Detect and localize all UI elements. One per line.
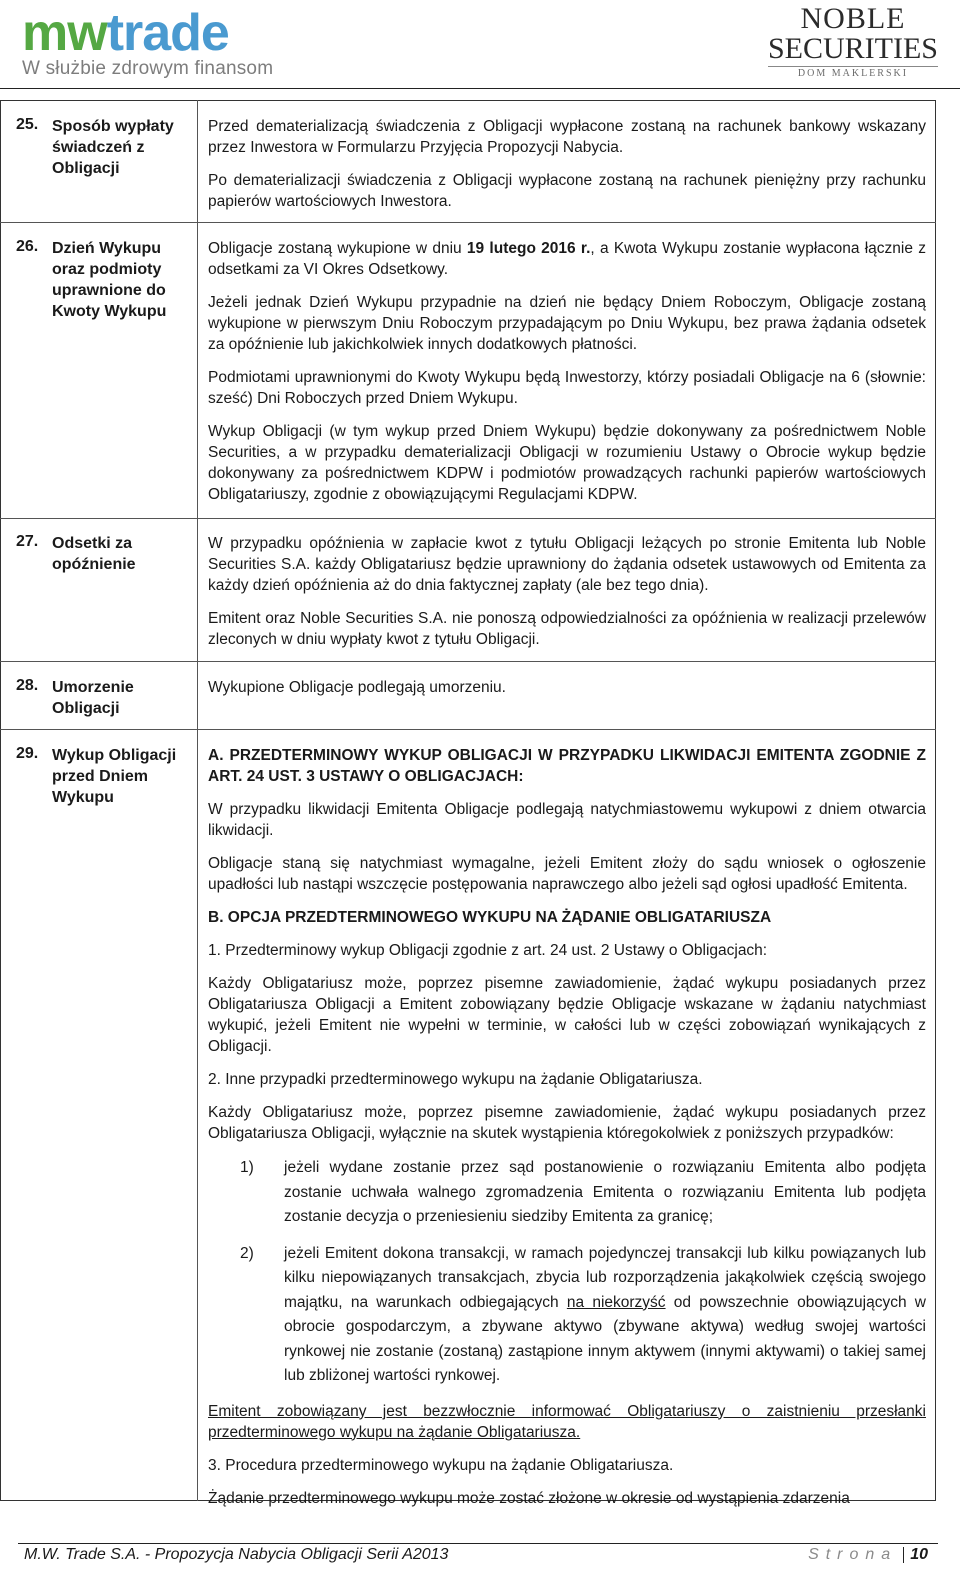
page-label: Strona (808, 1546, 898, 1563)
row-number: 25. (16, 116, 39, 133)
row-divider (0, 518, 936, 519)
row-label: Sposób wypłaty świadczeń z Obligacji (52, 118, 174, 177)
paragraph: Podmiotami uprawnionymi do Kwoty Wykupu będą Inwestorzy, którzy posiadali Obligacje na 6 (słownie: sześć) Dni Roboczych przed Dniem Wykupu. (208, 369, 926, 407)
paragraph: Po dematerializacji świadczenia z Obligacji wypłacone zostaną na rachunek pieniężny przy rachunku papierów wartościowych Inwestora. (208, 172, 926, 210)
row-label: Umorzenie Obligacji (52, 679, 134, 717)
redemption-date: 19 lutego 2016 r. (466, 240, 591, 257)
paragraph: W przypadku opóźnienia w zapłacie kwot z tytułu Obligacji leżących po stronie Emitenta lub Noble Securities S.A. każdy Obligatariusz będzie uprawniony do żądania odsetek ustawowych od Emitenta za każdy dzień opóźnienia aż do dnia faktycznej zapłaty (ale bez tego dnia). (208, 535, 926, 594)
text-run: , a Kwota Wykupu zostanie wypłacona łącznie z odsetkami za VI Okres Odsetkowy. (208, 240, 926, 278)
list-marker: 2) (240, 1244, 254, 1262)
row-number: 27. (16, 533, 39, 550)
row-divider (0, 729, 936, 730)
row-number: 29. (16, 745, 39, 762)
page-header (0, 0, 960, 96)
list-item (208, 1242, 926, 1389)
row-number: 26. (16, 238, 39, 255)
paragraph: Wykupione Obligacje podlegają umorzeniu. (208, 679, 506, 696)
row-label: Wykup Obligacji przed Dniem Wykupu (52, 747, 177, 806)
footer-document-title: M.W. Trade S.A. - Propozycja Nabycia Obligacji Serii A2013 (24, 1546, 449, 1563)
list-text: jeżeli wydane zostanie przez sąd postanowienie o rozwiązaniu Emitenta albo podjęta zostanie uchwała walnego zgromadzenia Emitenta o rozwiązaniu Emitenta lub podjęta zostanie decyzja o przeniesieniu siedziby Emitenta za granicę; (284, 1159, 926, 1225)
footer-page-indicator (808, 1546, 928, 1564)
paragraph: Żądanie przedterminowego wykupu może zostać złożone w okresie od wystąpienia zdarzenia (208, 1489, 850, 1507)
header-divider (0, 88, 960, 89)
underlined-text: na niekorzyść (566, 1293, 666, 1311)
subsection-title: 3. Procedura przedterminowego wykupu na żądanie Obligatariusza. (208, 1456, 674, 1474)
section-heading: B. OPCJA PRZEDTERMINOWEGO WYKUPU NA ŻĄDANIE OBLIGATARIUSZA (208, 909, 772, 926)
mwtrade-logo-word-b: trade (106, 4, 229, 62)
row-content (208, 745, 926, 1521)
noble-logo-line1: NOBLE (800, 2, 906, 35)
noble-logo-line3: DOM MAKLERSKI (768, 66, 938, 79)
paragraph: Każdy Obligatariusz może, poprzez pisemne zawiadomienie, żądać wykupu posiadanych przez Obligatariusza Obligacji, wyłącznie na skutek wystąpienia któregokolwiek z poniższych przypadków: (208, 1104, 926, 1142)
text-run: Obligacje zostaną wykupione w dniu (208, 240, 467, 257)
noble-securities-logo (768, 4, 938, 79)
row-content (208, 116, 926, 224)
list-marker: 1) (240, 1159, 254, 1176)
list-text (284, 1242, 926, 1389)
text-run: od powszechnie obowiązujących w obrocie gospodarczym, a zbywane aktywo (zbywane aktywa) według swojej wartości rynkowej nie zostanie (zostaną) zastąpione innym aktywem (innymi aktywami) o takiej samej lub zbliżonej wartości rynkowej. (284, 1293, 926, 1384)
paragraph: Wykup Obligacji (w tym wykup przed Dniem Wykupu) będzie dokonywany za pośrednictwem Noble Securities, a w przypadku dematerializacji Obligacji w rozumieniu Ustawy o Obrocie wykup będzie dokonywany za pośrednictwem KDPW i podmiotów prowadzących rachunki papierów wartościowych Obligatariuszy, zgodnie z obowiązującymi Regulacjami KDPW. (208, 423, 926, 503)
list-item (208, 1156, 926, 1230)
paragraph: W przypadku likwidacji Emitenta Obligacje podlegają natychmiastowemu wykupowi z dniem otwarcia likwidacji. (208, 801, 926, 839)
paragraph: Obligacje staną się natychmiast wymagalne, jeżeli Emitent złoży do sądu wniosek o ogłoszenie upadłości lub nastąpi wszczęcie postępowania naprawczego albo jeżeli sąd ogłosi upadłość Emitenta. (208, 855, 926, 893)
row-label: Odsetki za opóźnienie (52, 535, 136, 573)
text-run: jeżeli Emitent dokona transakcji, w ramach pojedynczej transakcji lub kilku powiązanych lub kilku niepowiązanych transakcjach, zbycia lub rozporządzenia jakąkolwiek częścią swojego majątku, na warunkach odbiegających (284, 1244, 926, 1311)
paragraph: Każdy Obligatariusz może, poprzez pisemne zawiadomienie, żądać wykupu posiadanych przez Obligatariusza Obligacji a Emitent zobowiązany będzie Obligacje wskazane w żądaniu natychmiast wykupić, jeżeli Emitent nie wypełni w terminie, w całości lub w części zobowiązań wynikających z Obligacji. (208, 975, 926, 1055)
footer-separator (903, 1547, 904, 1563)
mwtrade-logo-word-a: mw (22, 4, 107, 62)
noble-logo-line2: SECURITIES (767, 32, 938, 65)
paragraph: Przed dematerializacją świadczenia z Obligacji wypłacone zostaną na rachunek bankowy wskazany przez Inwestora w Formularzu Przyjęcia Propozycji Nabycia. (208, 118, 926, 156)
row-number: 28. (16, 677, 39, 694)
row-content (208, 677, 926, 710)
paragraph: Jeżeli jednak Dzień Wykupu przypadnie na dzień nie będący Dniem Roboczym, Obligacje zostaną wykupione w pierwszym Dniu Roboczym przypadającym po Dniu Wykupu, bez prawa żądania odsetek za opóźnienie lub jakichkolwiek innych dodatkowych płatności. (208, 294, 926, 353)
numbered-list (208, 1156, 926, 1389)
section-heading: A. PRZEDTERMINOWY WYKUP OBLIGACJI W PRZYPADKU LIKWIDACJI EMITENTA ZGODNIE Z ART. 24 UST. 3 USTAWY O OBLIGACJACH: (208, 747, 926, 785)
row-label: Dzień Wykupu oraz podmioty uprawnione do Kwoty Wykupu (52, 240, 167, 320)
mwtrade-tagline: W służbie zdrowym finansom (22, 58, 274, 79)
row-content (208, 533, 926, 662)
paragraph: Emitent oraz Noble Securities S.A. nie ponoszą odpowiedzialności za opóźnienia w realizacji przelewów zleconych w dniu wypłaty kwot z tytułu Obligacji. (208, 610, 926, 648)
subsection-title: 1. Przedterminowy wykup Obligacji zgodnie z art. 24 ust. 2 Ustawy o Obligacjach: (208, 942, 768, 959)
subsection-title: 2. Inne przypadki przedterminowego wykupu na żądanie Obligatariusza. (208, 1071, 703, 1088)
row-content (208, 238, 926, 517)
paragraph (208, 238, 926, 280)
underlined-paragraph: Emitent zobowiązany jest bezzwłocznie informować Obligatariuszy o zaistnieniu przesłanki przedterminowego wykupu na żądanie Obligatariusza. (208, 1402, 926, 1441)
column-divider (197, 100, 198, 1501)
mwtrade-logo (22, 6, 273, 80)
page-number: 10 (910, 1546, 928, 1563)
footer-divider (18, 1543, 938, 1544)
